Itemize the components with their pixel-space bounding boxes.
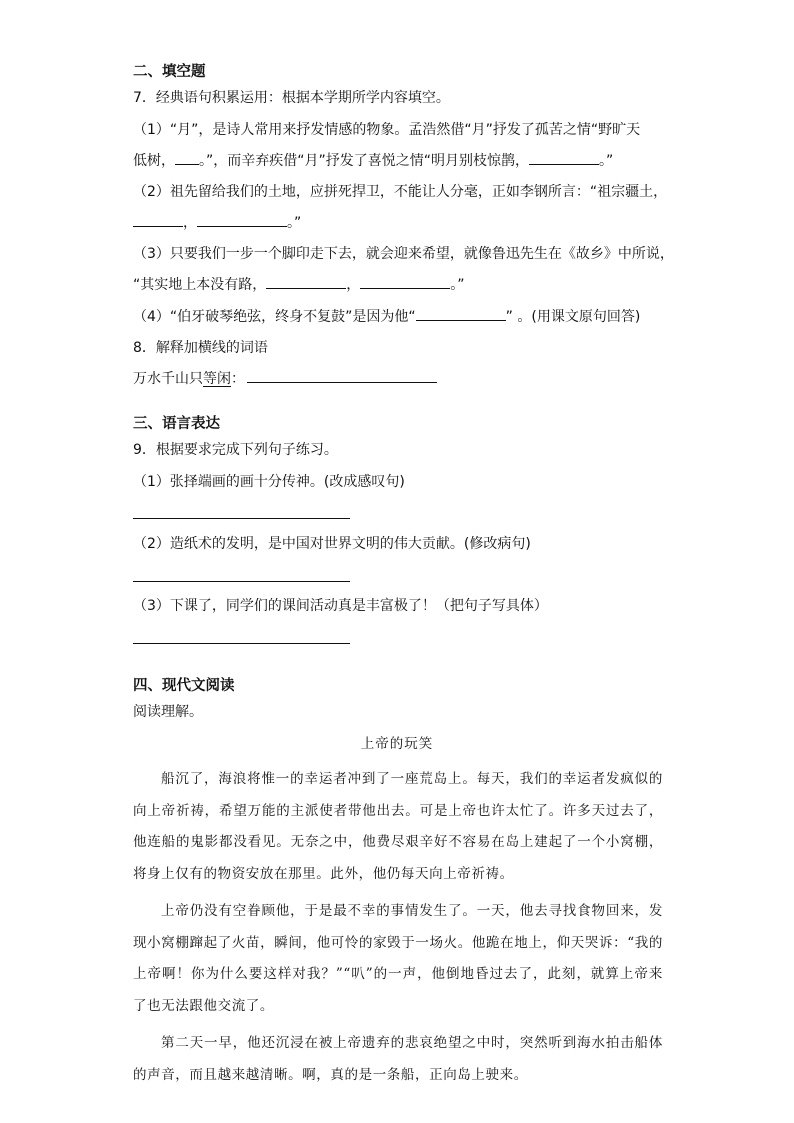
section-heading-expression: 三、语言表达 — [133, 416, 220, 432]
answer-blank[interactable] — [175, 150, 199, 165]
q9-sentence-1: （1）张择端画的画十分传神。(改成感叹句) — [133, 474, 405, 490]
q7-part1-line1: （1）“月”，是诗人常用来抒发情感的物象。孟浩然借“月”抒发了孤苦之情“野旷天 — [133, 122, 641, 138]
answer-blank[interactable] — [360, 274, 450, 289]
q8-text-pre: 万水千山只 — [133, 371, 203, 387]
q7-part3-text-c: 。” — [450, 277, 465, 293]
q7-part1-text-a: 低树， — [133, 153, 175, 169]
q7-part4-text-a: （4）“伯牙破琴绝弦，终身不复鼓”是因为他“ — [133, 309, 416, 325]
passage-title: 上帝的玩笑 — [360, 736, 434, 752]
answer-blank[interactable] — [416, 306, 506, 321]
q8-item — [133, 368, 437, 389]
answer-line[interactable] — [133, 643, 350, 644]
q7-part1-text-c: 。” — [599, 153, 614, 169]
section-heading-fill-in: 二、填空题 — [133, 64, 206, 80]
q9-sentence-2: （2）造纸术的发明，是中国对世界文明的伟大贡献。(修改病句) — [133, 536, 531, 552]
passage-paragraph: 上帝仍没有空眷顾他，于是最不幸的事情发生了。一天，他去寻找食物回来，发现小窝棚蹿起了火苗，瞬间，他可怜的家毁于一场火。他跪在地上，仰天哭诉：“我的上帝啊！你为什么要这样对我？”“叭”的一声，他倒地昏过去了，此刻，就算上帝来了也无法跟他交流了。 — [133, 903, 663, 1014]
q7-part3-line1: （3）只要我们一步一个脚印走下去，就会迎来希望，就像鲁迅先生在《故乡》中所说， — [133, 246, 674, 262]
q7-part3-text-a: “其实地上本没有路， — [133, 277, 267, 293]
question-9-stem: 9．根据要求完成下列句子练习。 — [133, 442, 338, 458]
q7-part2-text-b: 。” — [287, 215, 302, 231]
answer-blank[interactable] — [266, 274, 346, 289]
answer-line[interactable] — [133, 581, 350, 582]
q7-part2-line1: （2）祖先留给我们的土地，应拼死捍卫，不能让人分毫，正如李钢所言：“祖宗疆土， — [133, 184, 668, 200]
q7-part4-text-b: ” 。(用课文原句回答) — [505, 309, 641, 325]
answer-blank[interactable] — [133, 212, 183, 227]
underlined-word: 等闲 — [203, 371, 231, 387]
q7-part3-text-b: ， — [346, 277, 361, 293]
q7-part3-line2 — [133, 274, 465, 295]
q7-part2-text-a: ， — [183, 215, 197, 231]
q7-part4-line — [133, 306, 640, 327]
question-7-stem: 7．经典语句积累运用：根据本学期所学内容填空。 — [133, 90, 450, 106]
answer-blank[interactable] — [197, 212, 287, 227]
q7-part1-line2 — [133, 150, 613, 171]
reading-intro: 阅读理解。 — [133, 704, 203, 720]
q7-part2-line2 — [133, 212, 301, 233]
answer-blank[interactable] — [529, 150, 599, 165]
q8-text-post: ： — [231, 371, 245, 387]
answer-line[interactable] — [133, 518, 350, 519]
question-8-stem: 8．解释加横线的词语 — [133, 340, 268, 356]
answer-blank[interactable] — [247, 368, 437, 383]
reading-passage — [133, 764, 663, 1091]
q7-part1-text-b: 。”，而辛弃疾借“月”抒发了喜悦之情“明月别枝惊鹊， — [199, 153, 530, 169]
passage-paragraph: 第二天一早，他还沉浸在被上帝遗弃的悲哀绝望之中时，突然听到海水拍击船体的声音，而且越来越清晰。啊，真的是一条船，正向岛上驶来。 — [133, 1035, 663, 1083]
q9-sentence-3: （3）下课了，同学们的课间活动真是丰富极了！（把句子写具体） — [133, 598, 548, 614]
passage-paragraph: 船沉了，海浪将惟一的幸运者冲到了一座荒岛上。每天，我们的幸运者发疯似的向上帝祈祷，希望万能的主派使者带他出去。可是上帝也许太忙了。许多天过去了，他连船的鬼影都没看见。无奈之中，他费尽艰辛好不容易在岛上建起了一个小窝棚，将身上仅有的物资安放在那里。此外，他仍每天向上帝祈祷。 — [133, 771, 663, 882]
section-heading-reading: 四、现代文阅读 — [133, 678, 235, 694]
